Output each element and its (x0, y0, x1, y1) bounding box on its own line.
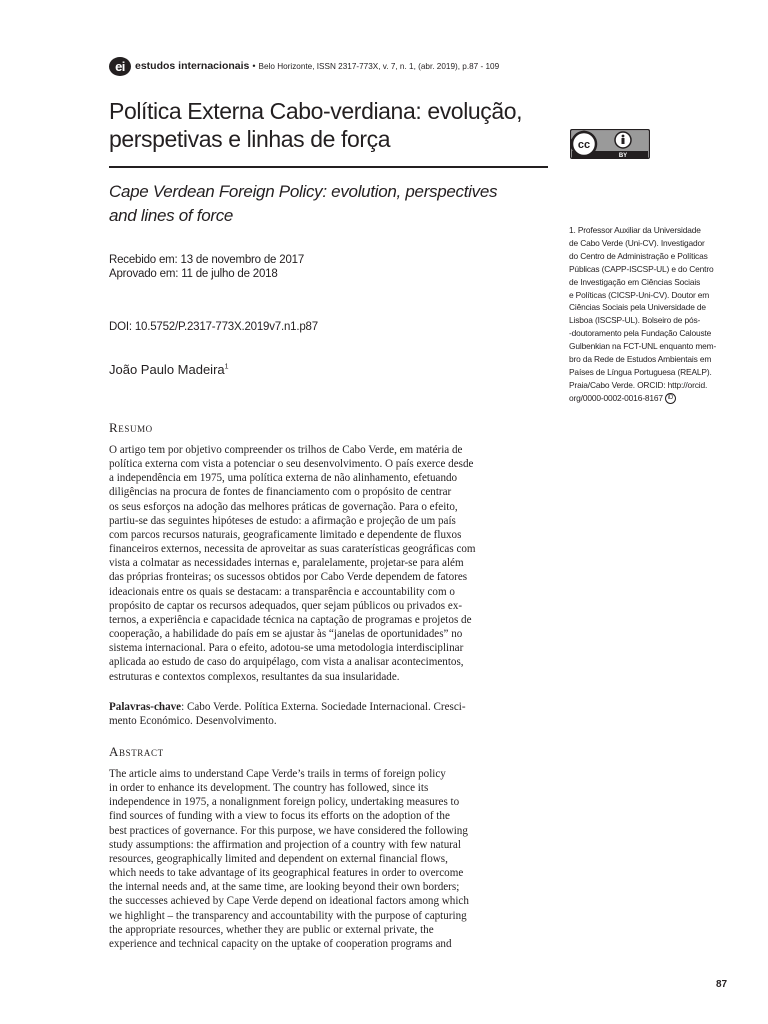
author-footnote (569, 224, 737, 405)
abstract-line: the internal needs and, at the same time, are looking beyond their own borders; (109, 881, 460, 894)
resumo-line: os seus esforços na adoção das melhores práticas de governação. Para o efeito, (109, 500, 458, 513)
abstract-line: the appropriate resources, whether they are public or external private, the (109, 923, 434, 936)
title-pt-line: perspetivas e linhas de força (109, 126, 391, 152)
resumo-line: propósito de captar os recursos adequados, quer sejam públicos ou privados ex- (109, 599, 463, 612)
keywords-line (109, 700, 509, 714)
abstract-line: in order to enhance its development. The country has followed, since its (109, 782, 429, 795)
author-footnote-mark: 1 (224, 363, 229, 371)
footnote-line: Lisboa (ISCSP-UL). Bolseiro de pós- (569, 315, 701, 326)
abstract-line: experience and technical capacity on the uptake of cooperation programs and (109, 937, 452, 950)
footnote-line: bro da Rede de Estudos Ambientais em (569, 354, 712, 365)
article-title-pt (109, 97, 549, 153)
article-title-en (109, 180, 539, 228)
cc-by-icon (570, 129, 650, 159)
resumo-line: aplicada ao estudo de caso do arquipélago, com vista a analisar acontecimentos, (109, 656, 464, 669)
abstract-line: independence in 1975, a nonalignment foreign policy, undertaking measures to (109, 796, 460, 809)
resumo-line: partiu-se das seguintes hipóteses de estudo: a afirmação e projeção de um país (109, 514, 456, 527)
received-date: Recebido em: 13 de novembro de 2017 (109, 254, 305, 266)
abstract-line: best practices of governance. For this purpose, we have considered the following (109, 824, 468, 837)
resumo-line: com parcos recursos naturais, geograficamente limitado e dependente de fluxos (109, 528, 462, 541)
footnote-line: Países de Língua Portuguesa (REALP). (569, 366, 712, 377)
resumo-line: ternos, a experiência e capacidade técnica na captação de programas e projetos de (109, 613, 472, 626)
journal-header (109, 55, 499, 77)
footnote-line: 1. Professor Auxiliar da Universidade (569, 225, 701, 235)
license-label: BY (618, 153, 628, 159)
footnote-line: do Centro de Administração e Políticas (569, 250, 708, 261)
keywords-list: : Cabo Verde. Política Externa. Sociedade Internacional. Cresci- (181, 701, 466, 713)
footnote-line (569, 392, 737, 405)
author-name-text: João Paulo Madeira (109, 362, 225, 377)
title-divider (109, 166, 548, 168)
page-number: 87 (716, 979, 728, 990)
author-name (109, 362, 229, 377)
footnote-line: de Investigação em Ciências Sociais (569, 276, 701, 287)
footnote-line: Ciências Sociais pela Universidade de (569, 302, 706, 313)
footnote-line: e Políticas (CICSP-Uni-CV). Doutor em (569, 289, 710, 300)
resumo-line: financeiros externos, necessita de aproveitar as suas caraterísticas geográficas com (109, 543, 476, 556)
keywords-line: mento Económico. Desenvolvimento. (109, 715, 277, 728)
abstract-line: study assumptions: the affirmation and projection of a country with few natural (109, 838, 461, 851)
header-separator: • (252, 61, 256, 71)
resumo-line: a independência em 1975, uma política externa de não alinhamento, efetuando (109, 472, 458, 485)
title-en-line: Cape Verdean Foreign Policy: evolution, perspectives (109, 182, 498, 201)
resumo-line: estruturas e contextos complexos, resultantes da sua insularidade. (109, 670, 400, 683)
resumo-line: O artigo tem por objetivo compreender os trilhos de Cabo Verde, em matéria de (109, 444, 463, 456)
title-pt-line: Política Externa Cabo-verdiana: evolução, (109, 98, 523, 124)
resumo-line: ideacionais entre os quais se destacam: a transparência e accountability com o (109, 585, 455, 598)
resumo-line: das próprias fronteiras; os sucessos obtidos por Cabo Verde dependem de fatores (109, 571, 468, 584)
title-en-line: and lines of force (109, 206, 234, 225)
resumo-heading: Resumo (109, 420, 153, 435)
resumo-body (109, 443, 509, 684)
abstract-line: find sources of funding with a view to focus its efforts on the adoption of the (109, 810, 450, 823)
abstract-line: resources, geographically limited and dependent on external financial flows, (109, 852, 448, 865)
keywords-label: Palavras-chave (109, 701, 182, 713)
abstract-line: which needs to take advantage of its geographical features in order to overcome (109, 867, 464, 880)
journal-logo: ei (109, 57, 131, 76)
resumo-line: diligências na procura de fontes de financiamento com o propósito de centrar (109, 486, 452, 499)
footnote-line: Gulbenkian na FCT-UNL enquanto mem- (569, 341, 717, 352)
abstract-body (109, 767, 509, 951)
footnote-line: Públicas (CAPP-ISCSP-UL) e do Centro (569, 263, 714, 274)
doi-link[interactable]: DOI: 10.5752/P.2317-773X.2019v7.n1.p87 (109, 321, 318, 333)
abstract-line: the successes achieved by Cape Verde depend on ideational factors among which (109, 895, 469, 908)
resumo-line: sistema internacional. Para o efeito, adotou-se uma metodologia interdisciplinar (109, 642, 464, 655)
footnote-line: -doutoramento pela Fundação Calouste (569, 328, 712, 339)
abstract-line: The article aims to understand Cape Verde’s trails in terms of foreign policy (109, 768, 446, 780)
resumo-line: vista a colmatar as necessidades internas e, paralelamente, projetar-se para além (109, 557, 464, 570)
journal-name: estudos internacionais (135, 60, 250, 72)
abstract-line: we highlight – the transparency and accountability with the purpose of capturing (109, 909, 467, 922)
orcid-icon: iD (665, 393, 676, 404)
abstract-heading: Abstract (109, 744, 164, 759)
keywords (109, 700, 509, 728)
svg-text:cc: cc (577, 139, 591, 151)
footnote-line: Praia/Cabo Verde. ORCID: http://orcid. (569, 379, 708, 390)
footnote-line: de Cabo Verde (Uni-CV). Investigador (569, 237, 705, 248)
resumo-line: cooperação, a habilidade do país em se ajustar às “janelas de oportunidades” no (109, 628, 463, 641)
journal-citation: Belo Horizonte, ISSN 2317-773X, v. 7, n. 1, (abr. 2019), p.87 - 109 (258, 61, 500, 71)
orcid-link[interactable]: org/0000-0002-0016-8167 (569, 392, 663, 403)
resumo-line: política externa com vista a potenciar o seu desenvolvimento. O país exerce desde (109, 458, 474, 471)
approved-date: Aprovado em: 11 de julho de 2018 (109, 268, 278, 280)
